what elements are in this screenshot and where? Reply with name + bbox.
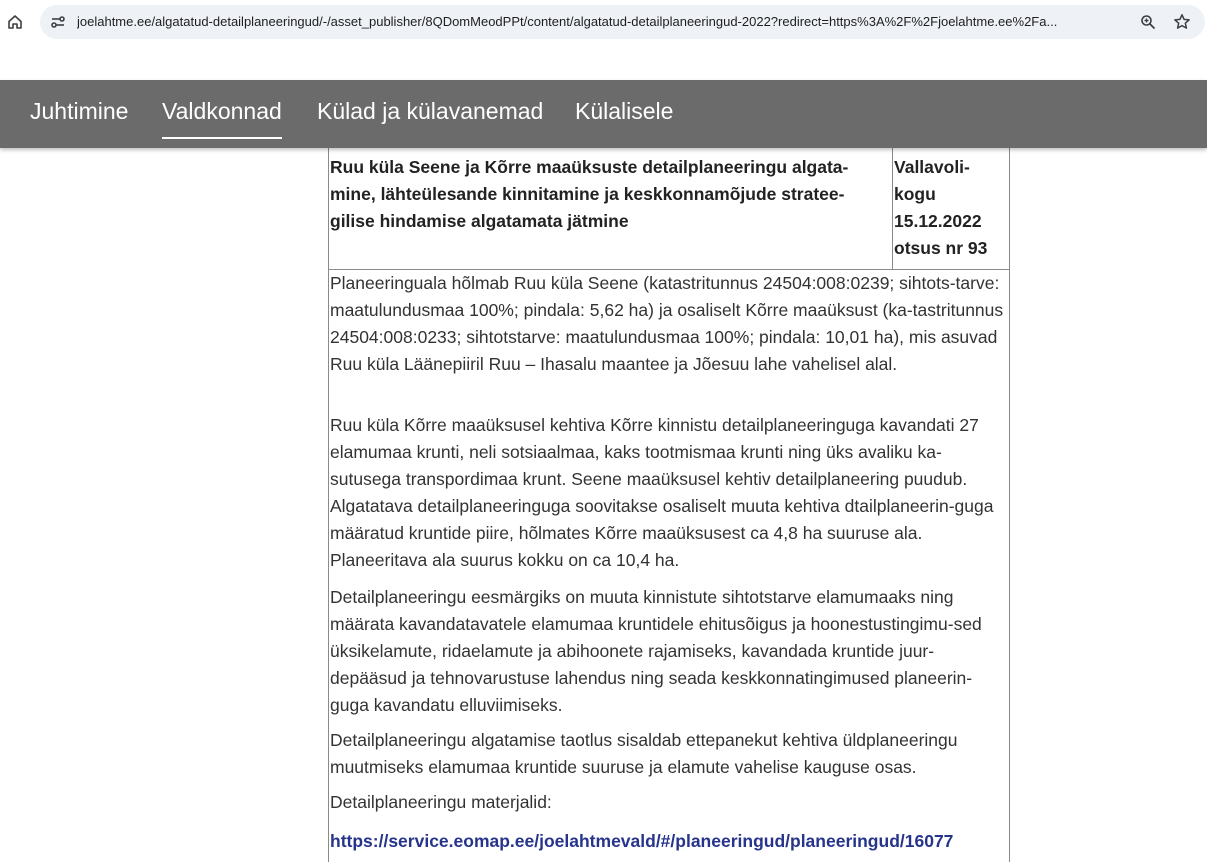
planning-record-table: [0, 148, 1207, 862]
paragraph-existing-plan: Ruu küla Kõrre maaüksusel kehtiva Kõrre kinnistu detailplaneeringuga kavandati 27 elamumaa krunti, neli sotsiaalmaa, kaks tootmismaa krunti ning üks avaliku ka-sutusega transpordimaa krunt. Seene maaüksusel kehtiv detailplaneering puudub. Algatatava detailplaneeringuga soovitakse osaliselt muuta kehtiva dtailplaneerin-guga määratud kruntide piire, hõlmates Kõrre maaüksusest ca 4,8 ha suuruse ala. Planeeritava ala suurus kokku on ca 10,4 ha.: [330, 415, 994, 570]
nav-item-kulalisele[interactable]: Külalisele: [575, 98, 674, 124]
browser-toolbar: [0, 0, 1207, 80]
nav-item-valdkonnad[interactable]: Valdkonnad: [162, 98, 282, 130]
paragraph-planning-area: Planeeringuala hõlmab Ruu küla Seene (katastritunnus 24504:008:0239; sihtots-tarve: maatulundusmaa 100%; pindala: 5,62 ha) ja osaliselt Kõrre maaüksust (ka-tastritunnus 24504:008:0233; sihtotstarve: maatulundusmaa 100%; pindala: 10,01 ha), mis asuvad Ruu küla Läänepiiril Ruu – Ihasalu maantee ja Jõesuu lahe vahelisel alal.: [330, 273, 1004, 374]
nav-item-juhtimine[interactable]: Juhtimine: [30, 98, 129, 124]
zoom-icon[interactable]: [1139, 13, 1157, 31]
paragraph-materials-label: Detailplaneeringu materjalid:: [330, 792, 552, 812]
record-decision: Vallavoli-kogu 15.12.2022 otsus nr 93: [894, 157, 988, 258]
nav-item-kulad-ja-kulavanemad[interactable]: Külad ja külavanemad: [317, 98, 544, 124]
paragraph-plan-goal: Detailplaneeringu eesmärgiks on muuta kinnistute sihtotstarve elamumaaks ning määrata kavandatavatele elamumaa kruntidele ehitusõigus ja hoonestustingimu-sed üksikelamute, ridaelamute ja abihoonete rajamiseks, kavandada kruntide juur-depääsud ja tehnovarustuse lahendus ning seada keskkonnatingimused planeerin-guga kavandatu elluviimiseks.: [330, 587, 982, 715]
home-icon[interactable]: [5, 12, 25, 32]
record-title: Ruu küla Seene ja Kõrre maaüksuste detailplaneeringu algata-mine, lähteülesande kinnitamine ja keskkonnamõjude stratee-gilise hindamise algatamata jätmine: [330, 157, 849, 231]
paragraph-application: Detailplaneeringu algatamise taotlus sisaldab ettepanekut kehtiva üldplaneeringu muutmiseks elamumaa kruntide suuruse ja elamute vahelise kauguse osas.: [330, 730, 958, 777]
site-info-icon[interactable]: [49, 13, 67, 31]
table-border-left: [328, 148, 329, 862]
materials-link[interactable]: https://service.eomap.ee/joelahtmevald/#/planeeringud/planeeringud/16077: [330, 831, 954, 851]
main-navigation: [0, 80, 1207, 148]
url-text[interactable]: joelahtme.ee/algatatud-detailplaneeringud/-/asset_publisher/8QDomMeodPPt/content/algatatud-detailplaneeringud-2022?redirect=https%3A%2F%2Fjoelahtme.ee%2Fa...: [77, 14, 1058, 29]
table-column-divider: [892, 148, 893, 269]
address-bar[interactable]: [40, 5, 1205, 39]
bookmark-star-icon[interactable]: [1172, 12, 1192, 32]
